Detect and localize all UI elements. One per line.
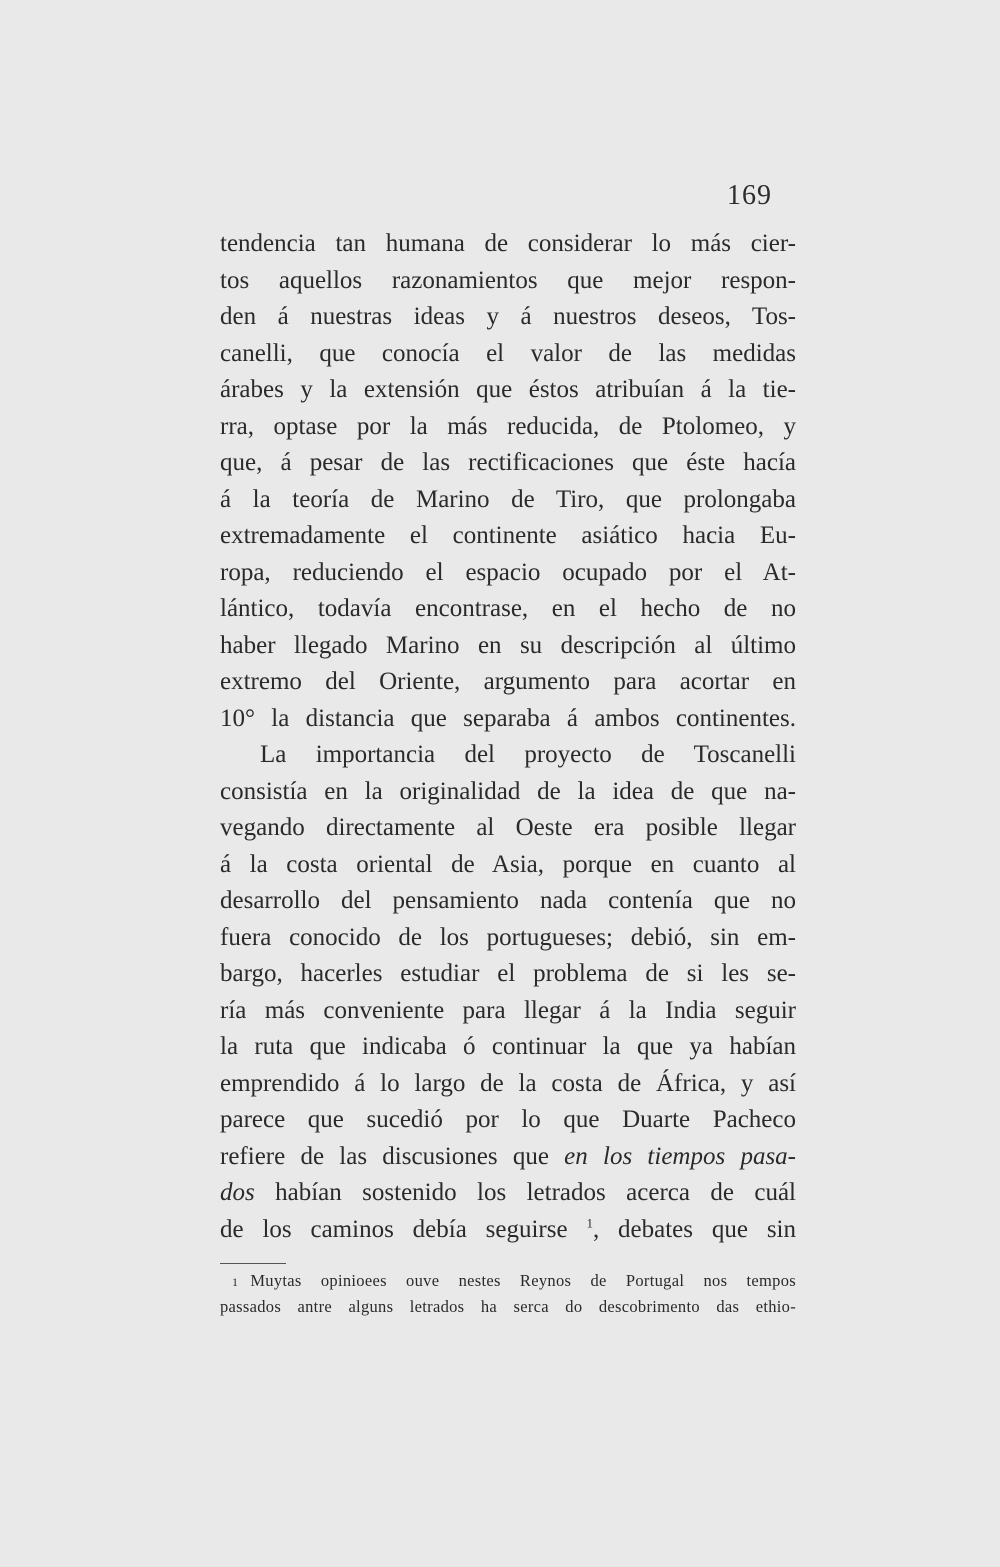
text-line: extremadamente el continente asiático hacia Eu- xyxy=(220,522,796,549)
text-segment: , debates que sin xyxy=(592,1215,796,1243)
italic-phrase: dos xyxy=(220,1179,255,1206)
text-line: tos aquellos razonamientos que mejor respon- xyxy=(220,266,796,294)
text-line: á la teoría de Marino de Tiro, que prolongaba xyxy=(220,485,796,513)
text-line: bargo, hacerles estudiar el problema de si les se- xyxy=(220,960,796,987)
text-line: á la costa oriental de Asia, porque en cuanto al xyxy=(220,850,796,878)
page-number: 169 xyxy=(727,180,772,211)
text-line: emprendido á lo largo de la costa de África, y así xyxy=(220,1069,796,1097)
footnote-separator xyxy=(220,1263,286,1264)
text-line: la ruta que indicaba ó continuar la que ya habían xyxy=(220,1033,796,1060)
text-line: extremo del Oriente, argumento para acortar en xyxy=(220,668,796,695)
text-line: parece que sucedió por lo que Duarte Pacheco xyxy=(220,1106,796,1133)
text-line: canelli, que conocía el valor de las medidas xyxy=(220,339,796,367)
footnote-reference[interactable]: 1 xyxy=(586,1215,593,1231)
footnote-line: passados antre alguns letrados ha serca do descobrimento das ethio- xyxy=(220,1297,796,1316)
text-line-with-footnote-ref xyxy=(220,1212,796,1249)
text-line-with-italic xyxy=(220,1139,796,1176)
text-line: consistía en la originalidad de la idea de que na- xyxy=(220,777,796,805)
text-line: tendencia tan humana de considerar lo más cier- xyxy=(220,230,796,257)
text-segment: habían sostenido los letrados acerca de cuál xyxy=(275,1179,796,1206)
text-line: ría más conveniente para llegar á la India seguir xyxy=(220,996,796,1024)
text-line: vegando directamente al Oeste era posible llegar xyxy=(220,814,796,841)
body-text xyxy=(220,226,796,1248)
footnote-marker: 1 xyxy=(232,1275,239,1289)
text-segment: de los caminos debía seguirse xyxy=(220,1215,568,1243)
text-line: 10° la distancia que separaba á ambos continentes. xyxy=(220,704,796,732)
text-line: rra, optase por la más reducida, de Ptolomeo, y xyxy=(220,412,796,440)
footnote xyxy=(220,1268,796,1320)
text-line: que, á pesar de las rectificaciones que éste hacía xyxy=(220,449,796,476)
paragraph-start-line: La importancia del proyecto de Toscanelli xyxy=(260,741,796,768)
text-line: desarrollo del pensamiento nada contenía que no xyxy=(220,887,796,914)
text-line: árabes y la extensión que éstos atribuían á la tie- xyxy=(220,376,796,403)
footnote-line xyxy=(220,1268,796,1294)
text-line: lántico, todavía encontrase, en el hecho de no xyxy=(220,595,796,622)
italic-phrase: en los tiempos pasa- xyxy=(564,1142,796,1170)
text-line: haber llegado Marino en su descripción al último xyxy=(220,631,796,659)
text-line: ropa, reduciendo el espacio ocupado por el At- xyxy=(220,558,796,586)
footnote-text: Muytas opinioees ouve nestes Reynos de Portugal nos tempos xyxy=(250,1271,796,1290)
text-segment: refiere de las discusiones que xyxy=(220,1142,549,1170)
text-line: fuera conocido de los portugueses; debió, sin em- xyxy=(220,923,796,951)
text-line-with-italic xyxy=(220,1175,796,1212)
text-line: den á nuestras ideas y á nuestros deseos, Tos- xyxy=(220,303,796,330)
